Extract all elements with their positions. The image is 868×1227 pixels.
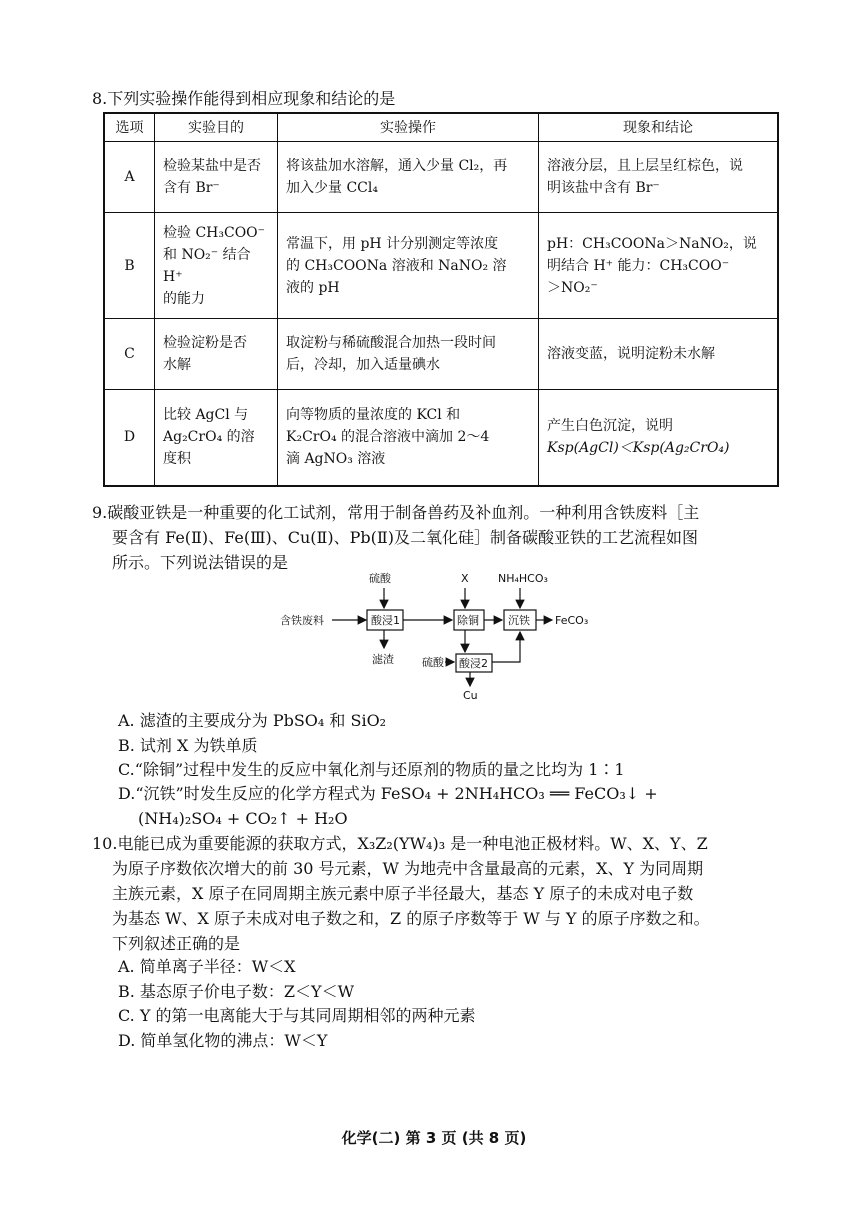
table-row [104, 142, 778, 213]
header-operation: 实验操作 [278, 113, 539, 142]
q10-choice-b: B. 基态原子价电子数：Z＜Y＜W [118, 982, 355, 1001]
question-10-stem: 10.电能已成为重要能源的获取方式，X₃Z₂(YW₄)₃ 是一种电池正极材料。W、X、Y、Z 为原子序数依次增大的前 30 号元素，W 为地壳中含量最高的元素，X、Y 为同周期 主族元素，X 原子在同周期主族元素中原子半径最大，基态 Y 原子的未成对电子数 为基态 W、X 原子未成对电子数之和，Z 的原子序数等于 W 与 Y 的原子序数之和。 下列叙述正确的是 [92, 834, 710, 953]
purpose-cell: 检验淀粉是否 水解 [155, 319, 278, 390]
flow-acid2-label: 硫酸 [422, 656, 444, 669]
page-footer: 化学(二) 第 3 页 (共 8 页) [341, 1129, 527, 1147]
table-header-row [104, 113, 778, 142]
purpose-cell: 比较 AgCl 与 Ag₂CrO₄ 的溶 度积 [155, 390, 278, 486]
flow-input-label: 含铁废料 [280, 614, 324, 627]
option-cell: B [104, 213, 155, 319]
process-flow-diagram [280, 568, 620, 704]
table-row [104, 319, 778, 390]
flow-product-label: FeCO₃ [555, 614, 589, 627]
flow-box1-label: 酸浸1 [371, 614, 400, 627]
q10-choice-c: C. Y 的第一电离能大于与其同周期相邻的两种元素 [118, 1006, 476, 1025]
flow-cu-label: Cu [463, 689, 478, 702]
purpose-cell: 检验 CH₃COO⁻ 和 NO₂⁻ 结合 H⁺ 的能力 [155, 213, 278, 319]
flow-x-label: X [461, 572, 469, 585]
header-option: 选项 [104, 113, 155, 142]
flow-box3-label: 沉铁 [508, 614, 530, 627]
result-cell: 产生白色沉淀，说明 Ksp(AgCl)＜Ksp(Ag₂CrO₄) [539, 390, 779, 486]
option-cell: D [104, 390, 155, 486]
operation-cell: 常温下，用 pH 计分别测定等浓度 的 CH₃COONa 溶液和 NaNO₂ 溶 液的 pH [278, 213, 539, 319]
option-cell: A [104, 142, 155, 213]
q9-choice-c: C.“除铜”过程中发生的反应中氧化剂与还原剂的物质的量之比均为 1∶1 [118, 760, 625, 779]
question-9-stem: 9.碳酸亚铁是一种重要的化工试剂，常用于制备兽药及补血剂。一种利用含铁废料［主 要含有 Fe(Ⅱ)、Fe(Ⅲ)、Cu(Ⅱ)、Pb(Ⅱ)及二氧化硅］制备碳酸亚铁的工艺流程如图 所示。下列说法错误的是 [92, 503, 700, 572]
q10-choice-d: D. 简单氢化物的沸点：W＜Y [118, 1031, 328, 1050]
q9-choice-a: A. 滤渣的主要成分为 PbSO₄ 和 SiO₂ [118, 711, 387, 730]
purpose-cell: 检验某盐中是否 含有 Br⁻ [155, 142, 278, 213]
operation-cell: 取淀粉与稀硫酸混合加热一段时间 后，冷却，加入适量碘水 [278, 319, 539, 390]
flow-acid1-label: 硫酸 [369, 572, 391, 585]
header-result: 现象和结论 [539, 113, 779, 142]
operation-cell: 向等物质的量浓度的 KCl 和 K₂CrO₄ 的混合溶液中滴加 2～4 滴 AgNO₃ 溶液 [278, 390, 539, 486]
result-cell: pH：CH₃COONa＞NaNO₂，说 明结合 H⁺ 能力：CH₃COO⁻ ＞NO₂⁻ [539, 213, 779, 319]
result-cell: 溶液变蓝，说明淀粉未水解 [539, 319, 779, 390]
table-row [104, 213, 778, 319]
q9-choice-d: D.“沉铁”时发生反应的化学方程式为 FeSO₄ + 2NH₄HCO₃ ══ FeCO₃↓ + [118, 784, 658, 803]
flow-residue-label: 滤渣 [372, 653, 394, 666]
flow-box4-label: 酸浸2 [459, 657, 488, 670]
result-cell: 溶液分层，且上层呈红棕色，说 明该盐中含有 Br⁻ [539, 142, 779, 213]
option-cell: C [104, 319, 155, 390]
q10-choice-a: A. 简单离子半径：W＜X [118, 957, 296, 976]
flow-box2-label: 除铜 [457, 614, 479, 627]
q9-choice-b: B. 试剂 X 为铁单质 [118, 736, 258, 755]
q9-choice-d-continued: (NH₄)₂SO₄ + CO₂↑ + H₂O [138, 809, 348, 828]
experiment-table [103, 112, 779, 487]
question-8-title: 8.下列实验操作能得到相应现象和结论的是 [92, 89, 396, 108]
flow-nh4hco3-label: NH₄HCO₃ [498, 572, 548, 585]
operation-cell: 将该盐加水溶解，通入少量 Cl₂，再 加入少量 CCl₄ [278, 142, 539, 213]
header-purpose: 实验目的 [155, 113, 278, 142]
table-row [104, 390, 778, 486]
